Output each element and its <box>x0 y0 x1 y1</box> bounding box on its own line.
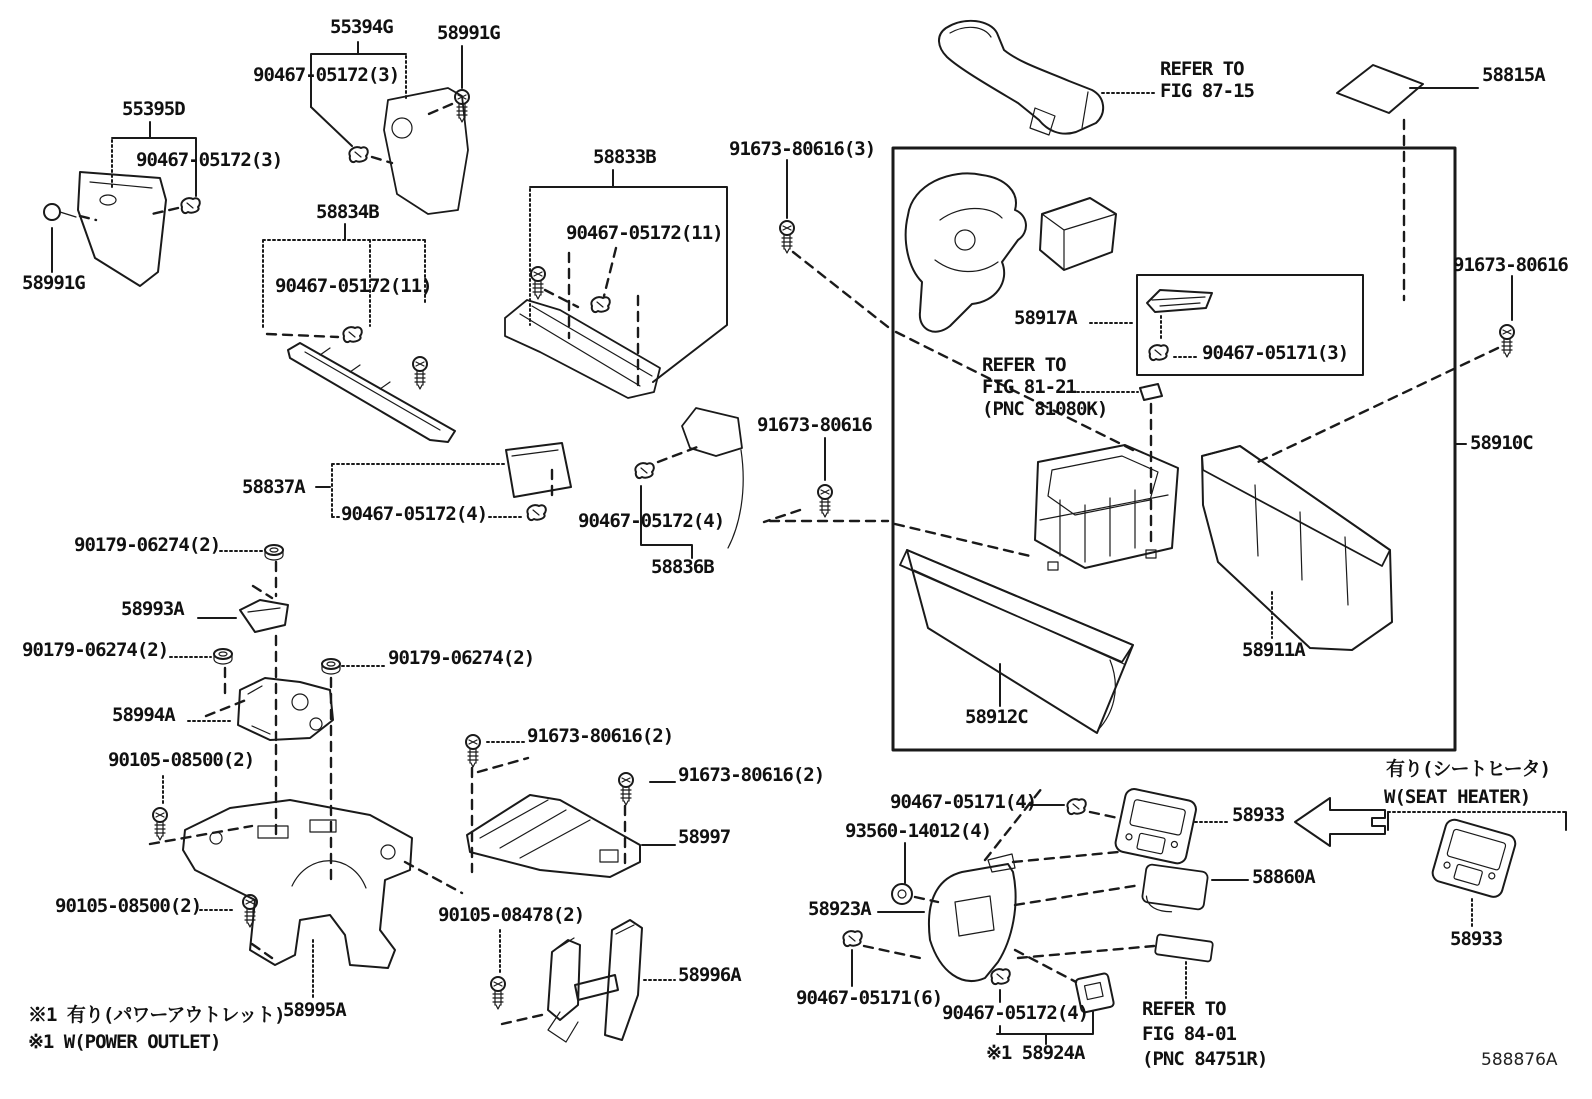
label-91673-80616-2-a: 91673-80616(2) <box>527 725 674 747</box>
label-58834B: 58834B <box>316 201 379 223</box>
label-58995A: 58995A <box>283 999 346 1021</box>
label-90467-05172-4-a: 90467-05172(4) <box>341 503 488 525</box>
label-refer-fig-87-15-line2: FIG 87-15 <box>1160 80 1254 102</box>
label-refer-fig-81-21-line2: FIG 81-21 <box>982 376 1076 398</box>
label-refer-fig-84-01-line1: REFER TO <box>1142 998 1226 1020</box>
label-refer-fig-81-21-line1: REFER TO <box>982 354 1066 376</box>
label-58815A: 58815A <box>1482 64 1545 86</box>
label-58991G-left: 58991G <box>22 272 85 294</box>
label-90467-05172-4-c: 90467-05172(4) <box>942 1002 1089 1024</box>
note-seat-heater-jp: 有り(シートヒータ) <box>1386 758 1551 780</box>
label-refer-fig-81-21-line3: (PNC 81080K) <box>982 398 1108 420</box>
label-91673-80616-right: 91673-80616 <box>1453 254 1568 276</box>
label-58933-a: 58933 <box>1232 804 1285 826</box>
label-90467-05172-3-b: 90467-05172(3) <box>136 149 283 171</box>
label-90467-05172-11-b: 90467-05172(11) <box>275 275 432 297</box>
label-58860A: 58860A <box>1252 866 1315 888</box>
label-58991G-top: 58991G <box>437 22 500 44</box>
label-refer-fig-87-15-line1: REFER TO <box>1160 58 1244 80</box>
label-91673-80616-mid: 91673-80616 <box>757 414 872 436</box>
note-power-outlet-en: ※1 W(POWER OUTLET) <box>28 1031 221 1053</box>
label-91673-80616-3: 91673-80616(3) <box>729 138 876 160</box>
label-90467-05172-4-b: 90467-05172(4) <box>578 510 725 532</box>
label-58833B: 58833B <box>593 146 656 168</box>
label-90179-06274-2-c: 90179-06274(2) <box>388 647 535 669</box>
label-58994A: 58994A <box>112 704 175 726</box>
label-55394G: 55394G <box>330 16 393 38</box>
label-58917A: 58917A <box>1014 307 1077 329</box>
label-58993A: 58993A <box>121 598 184 620</box>
label-93560-14012-4: 93560-14012(4) <box>845 820 992 842</box>
label-58910C: 58910C <box>1470 432 1533 454</box>
label-90105-08500-2-b: 90105-08500(2) <box>55 895 202 917</box>
label-90105-08500-2-a: 90105-08500(2) <box>108 749 255 771</box>
label-91673-80616-2-b: 91673-80616(2) <box>678 764 825 786</box>
label-90179-06274-2-a: 90179-06274(2) <box>74 534 221 556</box>
label-58911A: 58911A <box>1242 639 1305 661</box>
label-90179-06274-2-b: 90179-06274(2) <box>22 639 169 661</box>
label-90105-08478-2: 90105-08478(2) <box>438 904 585 926</box>
label-90467-05171-3: 90467-05171(3) <box>1202 342 1349 364</box>
label-90467-05172-11-a: 90467-05172(11) <box>566 222 723 244</box>
label-58933-b: 58933 <box>1450 928 1503 950</box>
label-58836B: 58836B <box>651 556 714 578</box>
label-58837A: 58837A <box>242 476 305 498</box>
doc-code-label: 588876A <box>1481 1050 1558 1070</box>
label-55395D: 55395D <box>122 98 185 120</box>
note-seat-heater-en: W(SEAT HEATER) <box>1384 786 1531 808</box>
label-58912C: 58912C <box>965 706 1028 728</box>
note-power-outlet-jp: ※1 有り(パワーアウトレット) <box>28 1004 285 1026</box>
label-58996A: 58996A <box>678 964 741 986</box>
label-refer-fig-84-01-line2: FIG 84-01 <box>1142 1023 1236 1045</box>
label-90467-05171-4: 90467-05171(4) <box>890 791 1037 813</box>
label-90467-05171-6: 90467-05171(6) <box>796 987 943 1009</box>
label-90467-05172-3-a: 90467-05172(3) <box>253 64 400 86</box>
label-58997: 58997 <box>678 826 731 848</box>
label-58924A: ※1 58924A <box>986 1042 1085 1064</box>
label-58923A: 58923A <box>808 898 871 920</box>
label-refer-fig-84-01-line3: (PNC 84751R) <box>1142 1048 1268 1070</box>
